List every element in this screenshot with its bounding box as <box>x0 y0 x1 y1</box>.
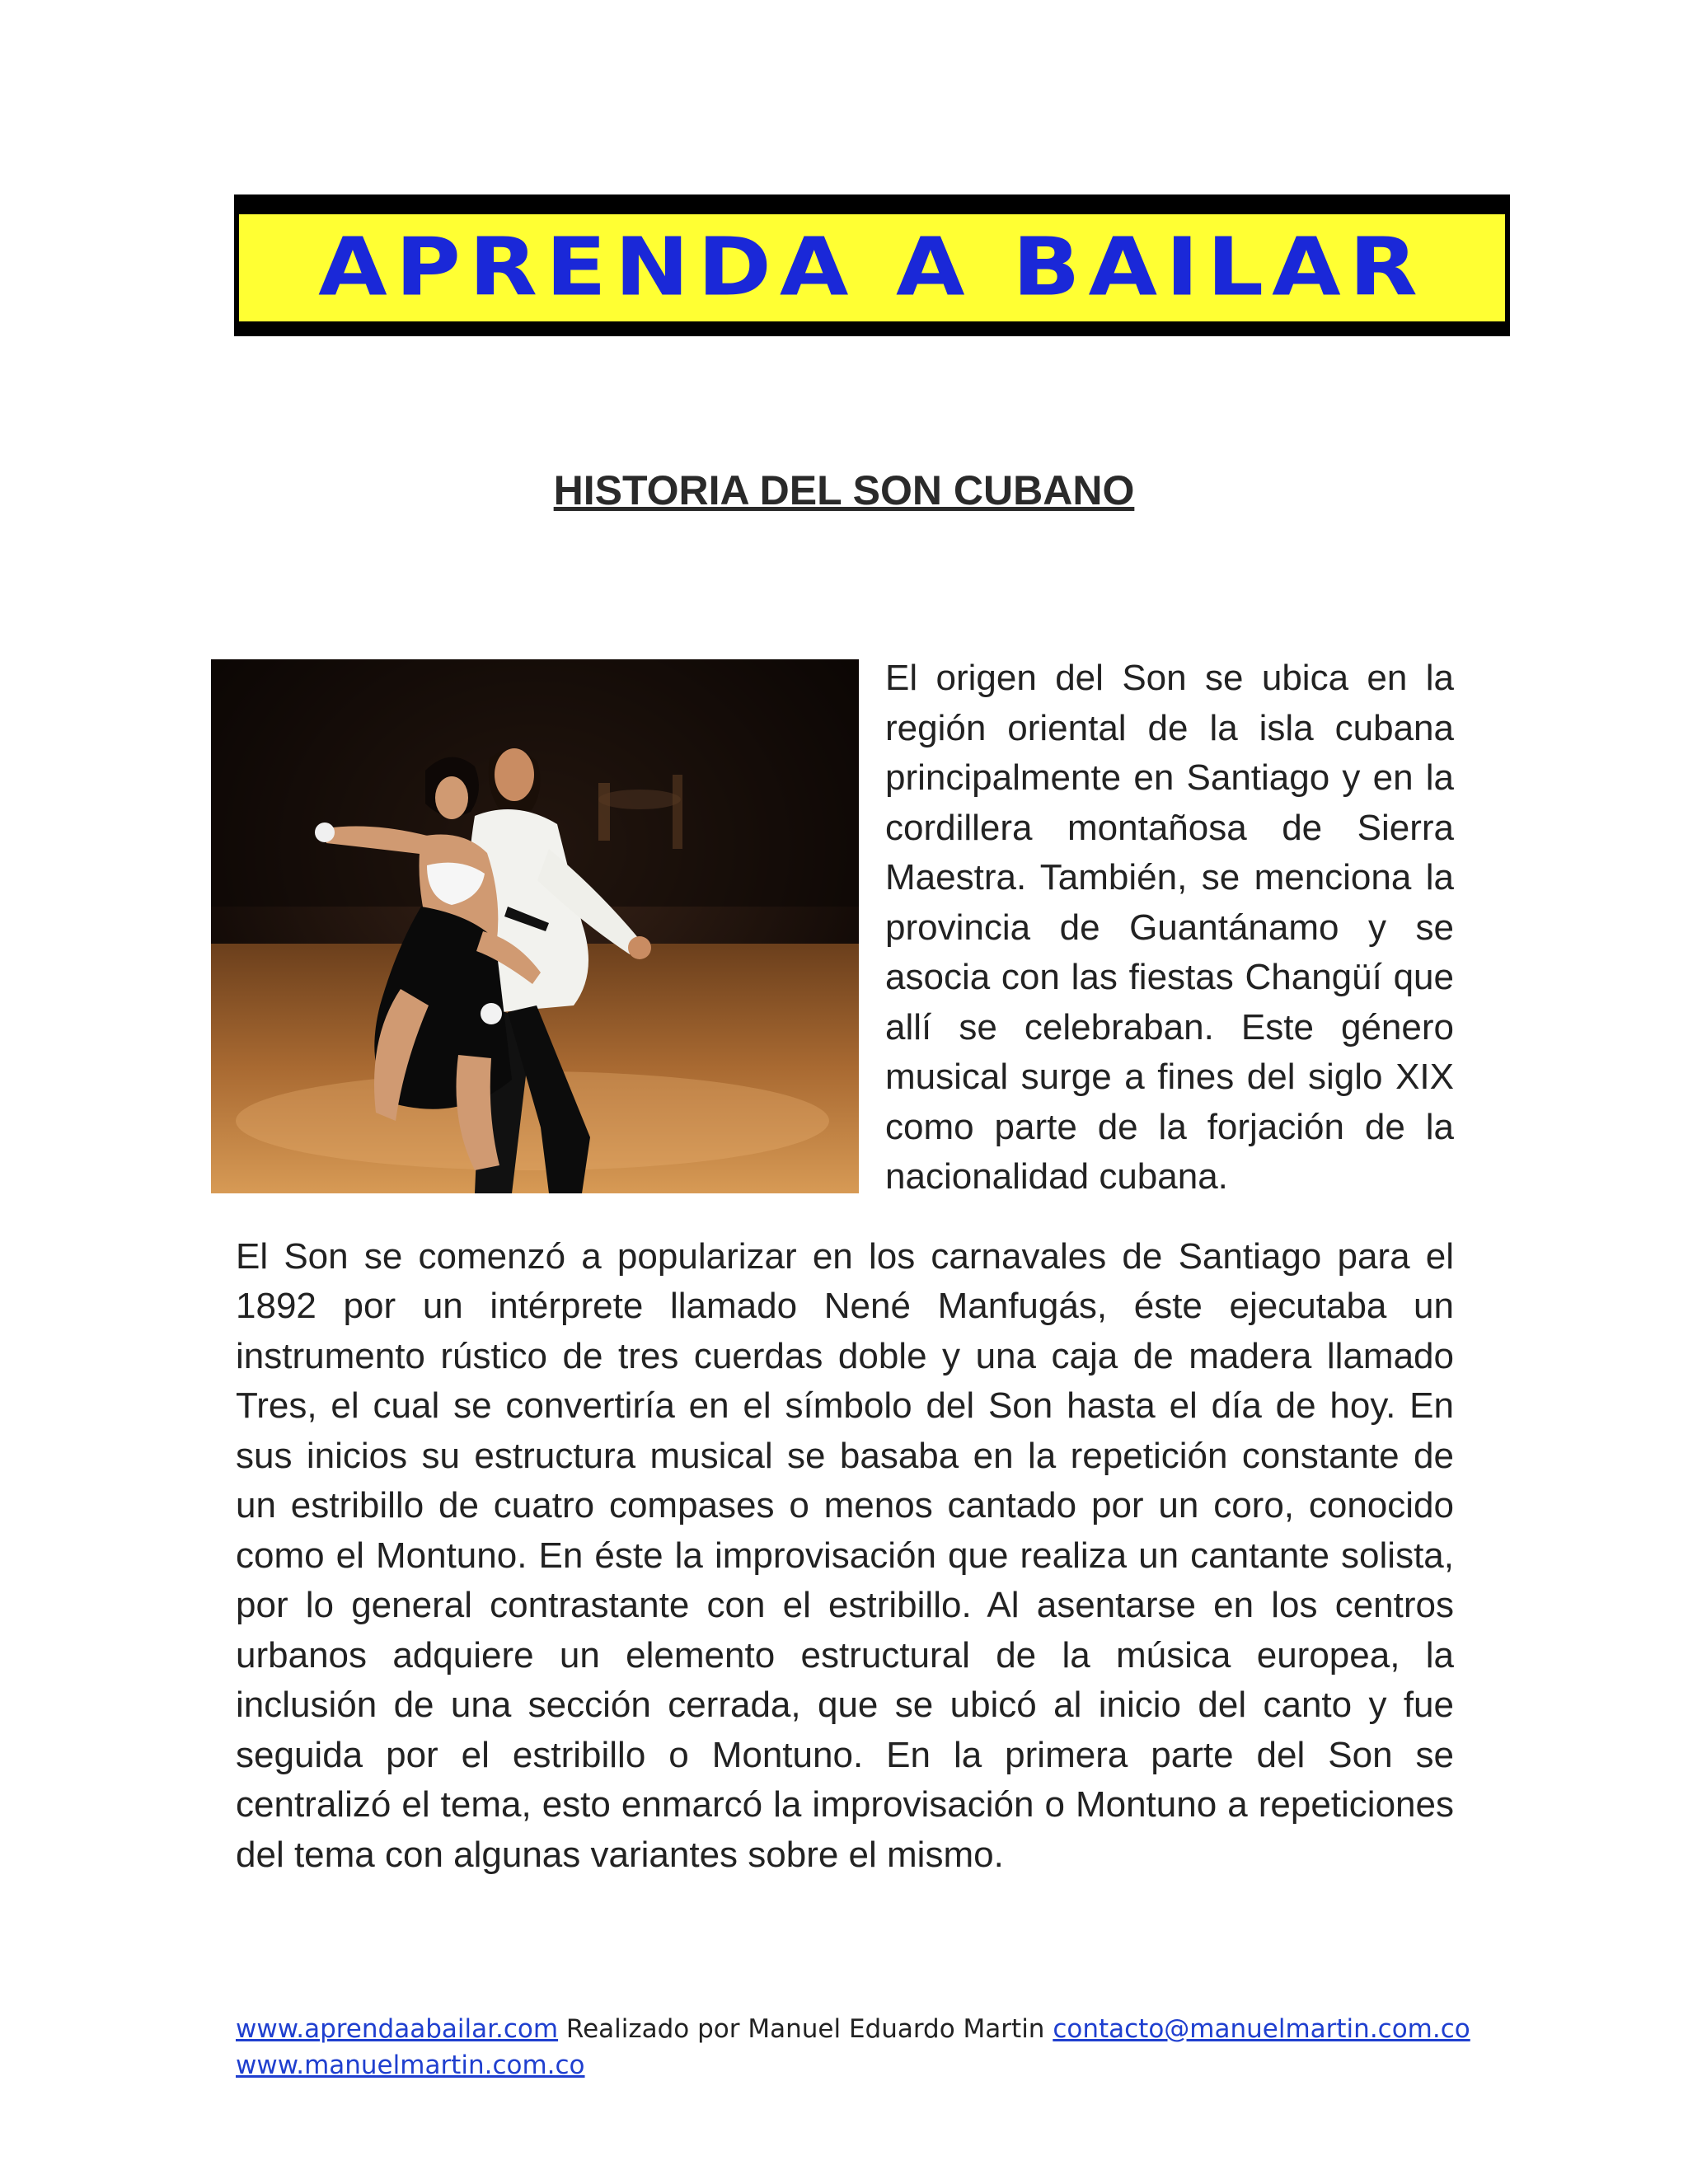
personal-site-link[interactable]: www.manuelmartin.com.co <box>236 2050 585 2080</box>
page-title: HISTORIA DEL SON CUBANO <box>553 467 1135 513</box>
page-footer <box>236 2011 1554 2083</box>
paragraph-history: El Son se comenzó a popularizar en los carnavales de Santiago para el 1892 por un intérprete llamado Nené Manfugás, éste ejecutaba un instrumento rústico de tres cuerdas doble y una caja de madera llamado Tres, el cual se convertiría en el símbolo del Son hasta el día de hoy. En sus inicios su estructura musical se basaba en la repetición constante de un estribillo de cuatro compases o menos cantado por un coro, conocido como el Montuno. En éste la improvisación que realiza un cantante solista, por lo general contrastante con el estribillo. Al asentarse en los centros urbanos adquiere un elemento estructural de la música europea, la inclusión de una sección cerrada, que se ubicó al inicio del canto y fue seguida por el estribillo o Montuno. En la primera parte del Son se centralizó el tema, esto enmarcó la improvisación o Montuno a repeticiones del tema con algunas variantes sobre el mismo. <box>236 1235 1454 1875</box>
credit-text: Realizado por Manuel Eduardo Martin <box>558 2014 1053 2044</box>
banner-yellow-panel <box>239 214 1505 321</box>
email-link[interactable]: contacto@manuelmartin.com.co <box>1053 2014 1470 2044</box>
banner-title: APRENDA A BAILAR <box>318 221 1426 314</box>
site-banner <box>234 194 1510 336</box>
site-link[interactable]: www.aprendaabailar.com <box>236 2014 559 2044</box>
article-body <box>236 654 1454 1880</box>
dancing-couple-photo <box>211 659 859 1193</box>
paragraph-origin: El origen del Son se ubica en la región oriental de la isla cubana principalmente en Santiago y en la cordillera montañosa de Sierra Maestra. También, se menciona la provincia de Guantánamo y se asocia con las fiestas Changüí que allí se celebraban. Este género musical surge a fines del siglo XIX como parte de la forjación de la nacionalidad cubana. <box>885 658 1454 1197</box>
dancing-couple-illustration <box>211 659 859 1193</box>
